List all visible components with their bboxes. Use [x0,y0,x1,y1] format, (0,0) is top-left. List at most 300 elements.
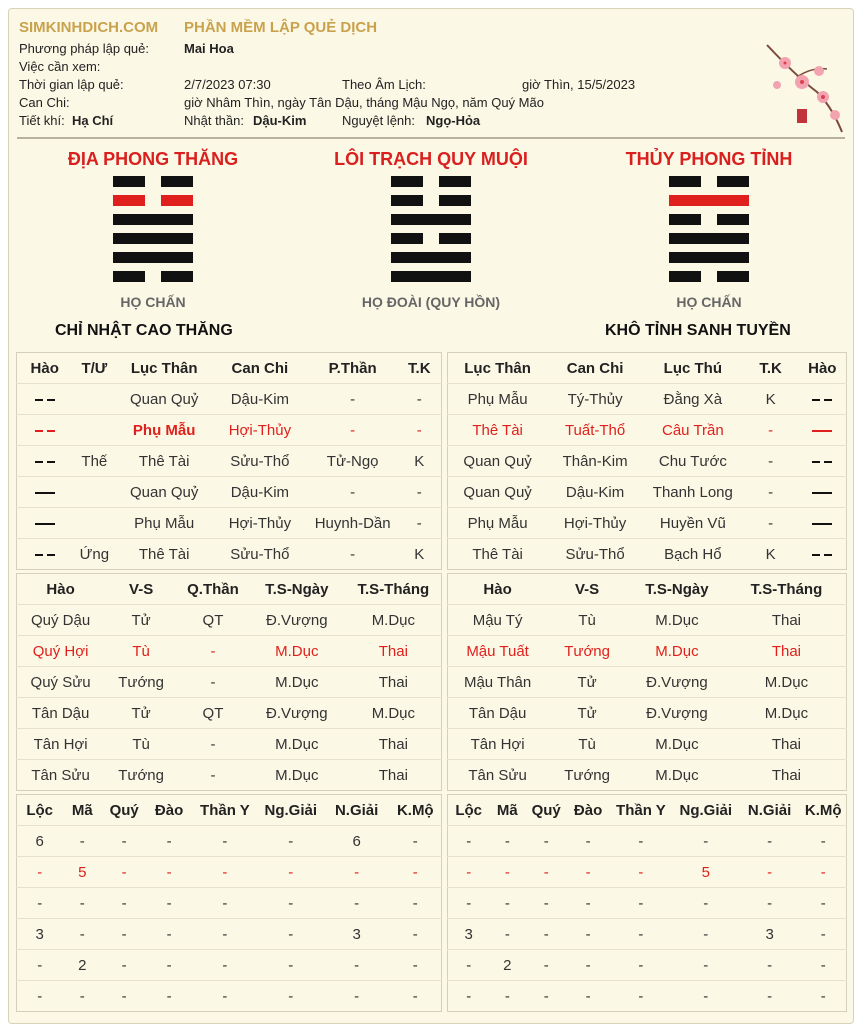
yang-line-icon [812,492,832,494]
plum-blossom-icon [757,37,847,137]
table-cell: Tân Dậu [17,698,105,729]
app-frame [8,8,854,1024]
table-row [448,605,847,636]
table-cell: - [609,857,673,888]
table-cell: Câu Trần [643,415,743,446]
table-row [17,605,442,636]
table-row [17,981,442,1012]
column-header: Đào [154,801,184,819]
table-cell: Hợi-Thủy [212,415,308,446]
table-cell: Thai [346,729,442,760]
table-cell: - [801,919,847,950]
table-cell: - [178,636,248,667]
table-cell: - [178,729,248,760]
table-cell: - [525,857,567,888]
table-cell: - [567,857,609,888]
hao-line-icon [17,446,73,477]
table-cell: - [739,888,801,919]
table-cell: Quan Quỷ [116,477,212,508]
table-cell: - [743,446,799,477]
table-cell: - [743,508,799,539]
table-cell: Thế [72,446,116,477]
table-cell: Tý-Thủy [547,384,643,415]
table-cell: M.Dục [627,729,727,760]
yin-line-segment [391,233,423,244]
table-cell: - [489,981,525,1012]
table-cell: - [146,888,192,919]
table-row [17,446,442,477]
table-row [448,826,847,857]
yin-line-segment [113,271,145,282]
table-cell: Phụ Mẫu [116,415,212,446]
table-cell: Tử [104,605,178,636]
right-than-sat-table [447,794,847,1012]
yang-line-icon [812,430,832,432]
table-cell: M.Dục [248,729,346,760]
column-header: Lộc [455,801,483,819]
table-cell: - [192,857,258,888]
table-cell: - [525,919,567,950]
matter-label: Việc cần xem: [19,59,101,74]
yang-line [669,233,749,244]
column-header: Quý [531,801,561,819]
yin-line-icon [35,395,55,405]
table-cell: 3 [324,919,390,950]
table-cell: - [102,826,146,857]
table-cell: - [448,950,490,981]
table-cell: Ứng [72,539,116,570]
table-cell: - [525,888,567,919]
table-cell: - [178,760,248,791]
nhatthan-value: Dậu-Kim [253,113,307,128]
table-cell: Tân Sửu [17,760,105,791]
table-cell: - [398,477,442,508]
left-than-sat-table [16,794,442,1012]
table-cell: - [146,919,192,950]
table-cell: - [801,826,847,857]
table-cell: 2 [489,950,525,981]
column-header: T.S-Ngày [645,580,709,598]
table-row [17,415,442,446]
column-header: Q.Thần [187,580,239,598]
table-cell: Huynh-Dần [308,508,398,539]
table-cell: - [17,950,63,981]
table-cell: Quý Sửu [17,667,105,698]
table-cell: 2 [62,950,102,981]
yang-line [113,214,193,225]
table-cell: - [525,826,567,857]
table-cell: Mậu Tuất [448,636,548,667]
table-cell: Thai [346,760,442,791]
table-row [448,539,847,570]
table-cell: - [567,888,609,919]
app-title: PHẦN MỀM LẬP QUẺ DỊCH [184,19,378,36]
hao-line-icon [17,415,73,446]
table-cell: Thai [727,605,847,636]
yin-line-icon [35,426,55,436]
table-cell: Quý Hợi [17,636,105,667]
table-row [17,539,442,570]
table-cell: Mậu Tý [448,605,548,636]
column-header: Hào [808,359,837,377]
table-cell: - [324,888,390,919]
table-cell: QT [178,605,248,636]
column-header: N.Giải [334,801,379,819]
table-cell: - [102,981,146,1012]
yang-line-icon [35,492,55,494]
lunar-label: Theo Âm Lịch: [342,77,426,92]
yang-line [391,271,471,282]
table-cell: - [673,826,739,857]
table-row [448,508,847,539]
column-header: T.K [759,359,782,377]
table-cell: Thai [727,760,847,791]
table-cell: K [398,446,442,477]
table-cell: - [567,826,609,857]
left-vs-table [16,573,442,791]
table-cell: - [390,826,442,857]
column-header: Hào [30,359,59,377]
yang-line [669,195,749,206]
hao-line-icon [799,477,847,508]
table-cell: - [801,950,847,981]
yin-line-icon [35,457,55,467]
yin-line-segment [161,176,193,187]
table-cell: - [743,415,799,446]
yin-line-segment [717,176,749,187]
table-cell [72,477,116,508]
table-cell: Thai [346,636,442,667]
table-cell: Sửu-Thổ [212,446,308,477]
table-cell: - [739,826,801,857]
table-cell: Thai [727,636,847,667]
table-cell: Thê Tài [116,539,212,570]
header-info [9,9,853,139]
column-header: Lục Thân [464,359,531,377]
yang-line [113,252,193,263]
yang-line [391,252,471,263]
table-row [448,415,847,446]
yin-line-segment [161,195,193,206]
column-header: Lục Thân [130,359,198,377]
table-cell: - [192,919,258,950]
table-cell: 3 [17,919,63,950]
nguyetlenh-label: Nguyệt lệnh: [342,113,415,128]
column-header: Hào [483,580,512,598]
hao-line-icon [799,415,847,446]
table-cell: Phụ Mẫu [116,508,212,539]
table-row [17,919,442,950]
table-cell: K [398,539,442,570]
table-cell: 6 [324,826,390,857]
table-cell: - [308,384,398,415]
yin-line-icon [812,457,832,467]
yang-line-icon [812,523,832,525]
table-row [17,667,442,698]
table-cell: M.Dục [627,636,727,667]
table-cell: - [567,919,609,950]
hexagram-title-1: ĐỊA PHONG THĂNG [67,149,239,169]
table-row [448,981,847,1012]
table-cell: - [609,826,673,857]
table-cell: - [489,919,525,950]
table-row [448,919,847,950]
table-row [448,636,847,667]
table-cell: - [192,981,258,1012]
nguyetlenh-value: Ngọ-Hỏa [426,113,481,128]
column-header: Thần Y [616,801,666,819]
right-hao-table [447,352,847,570]
table-cell: - [146,981,192,1012]
table-cell: - [673,919,739,950]
table-cell: Tướng [104,760,178,791]
table-cell: - [390,950,442,981]
table-cell: 3 [739,919,801,950]
table-cell: - [146,826,192,857]
table-cell: - [801,981,847,1012]
table-cell: - [324,857,390,888]
yang-line-icon [35,523,55,525]
hao-line-icon [799,446,847,477]
table-cell: Thân-Kim [547,446,643,477]
table-cell: 6 [17,826,63,857]
table-cell: QT [178,698,248,729]
column-header: Đào [573,801,603,819]
table-cell: - [102,919,146,950]
table-cell [72,384,116,415]
yin-line-segment [439,176,471,187]
table-cell: K [743,384,799,415]
table-cell: Tuất-Thổ [547,415,643,446]
yin-line-segment [717,271,749,282]
yang-line [669,252,749,263]
table-cell: M.Dục [627,605,727,636]
table-cell: Thê Tài [116,446,212,477]
table-cell: 5 [673,857,739,888]
table-cell: Tử [547,698,627,729]
table-cell: - [17,888,63,919]
table-row [448,857,847,888]
table-cell: Tù [547,729,627,760]
table-cell: M.Dục [627,760,727,791]
table-cell: - [146,857,192,888]
table-cell: - [448,981,490,1012]
table-cell: Tân Hợi [448,729,548,760]
table-cell: 3 [448,919,490,950]
table-cell: - [743,477,799,508]
table-cell: Phụ Mẫu [448,384,548,415]
table-cell: 5 [62,857,102,888]
table-cell: - [448,888,490,919]
yin-line-segment [439,195,471,206]
lunar-value: giờ Thìn, 15/5/2023 [522,77,636,92]
table-cell: - [62,981,102,1012]
table-cell: - [62,888,102,919]
table-cell: Sửu-Thổ [212,539,308,570]
site-name[interactable]: SIMKINHDICH.COM [19,19,159,36]
table-cell: Tân Sửu [448,760,548,791]
table-cell: Quan Quỷ [448,477,548,508]
table-cell: Dậu-Kim [547,477,643,508]
table-cell: Thê Tài [448,415,548,446]
left-hao-table [16,352,442,570]
table-row [448,698,847,729]
hexagram-family-1: HỌ CHẤN [120,294,186,310]
table-cell: Quan Quỷ [448,446,548,477]
hao-line-icon [17,539,73,570]
table-cell: Đ.Vượng [248,698,346,729]
table-cell: - [390,888,442,919]
table-cell: Chu Tước [643,446,743,477]
yin-line-segment [669,176,701,187]
table-cell: Thai [346,667,442,698]
table-row [448,760,847,791]
column-header: Ng.Giải [679,801,732,819]
table-row [17,636,442,667]
canchi-label: Can Chi: [19,95,70,110]
table-row [17,729,442,760]
hexagram-family-3: HỌ CHẤN [676,294,742,310]
table-cell: Tử [547,667,627,698]
table-cell: - [673,950,739,981]
left-section-title: CHỈ NHẬT CAO THĂNG [55,322,233,339]
table-cell: - [308,415,398,446]
yin-line-segment [161,271,193,282]
yin-line-segment [391,195,423,206]
table-cell: - [398,508,442,539]
hao-line-icon [799,539,847,570]
table-row [17,826,442,857]
yang-line [113,233,193,244]
time-value: 2/7/2023 07:30 [184,77,271,92]
table-cell: - [62,919,102,950]
table-row [17,950,442,981]
table-row [17,477,442,508]
table-cell: - [739,981,801,1012]
table-cell: - [146,950,192,981]
tietkhi-label: Tiết khí: [19,113,65,128]
hexagram-title-2: LÔI TRẠCH QUY MUỘI [334,149,528,169]
table-cell: - [102,950,146,981]
tietkhi-value: Hạ Chí [72,113,114,128]
table-row [448,888,847,919]
table-cell: - [801,888,847,919]
table-cell [72,415,116,446]
table-cell: Tù [547,605,627,636]
table-cell: - [609,981,673,1012]
table-cell: - [398,415,442,446]
table-cell: - [17,981,63,1012]
column-header: Lộc [26,801,54,819]
column-header: T.K [408,359,431,377]
table-cell: - [258,981,324,1012]
table-cell: K [743,539,799,570]
table-cell: M.Dục [727,698,847,729]
table-cell: Tù [104,636,178,667]
table-cell: Tân Hợi [17,729,105,760]
column-header: Mã [496,801,518,819]
column-header: P.Thần [328,359,377,377]
table-cell: Tù [104,729,178,760]
yin-line-icon [812,550,832,560]
right-vs-table [447,573,847,791]
table-cell: - [192,826,258,857]
table-cell: - [102,857,146,888]
table-cell: - [673,981,739,1012]
yin-line-segment [669,271,701,282]
column-header: Quý [109,801,139,819]
table-cell: - [448,857,490,888]
table-cell: Dậu-Kim [212,384,308,415]
table-cell: - [17,857,63,888]
nhatthan-label: Nhật thần: [184,113,244,128]
table-cell: - [258,888,324,919]
table-cell: Tử-Ngọ [308,446,398,477]
column-header: T.S-Tháng [750,580,823,598]
column-header: T.S-Tháng [357,580,430,598]
table-cell: Mậu Thân [448,667,548,698]
table-cell: M.Dục [727,667,847,698]
yin-line-icon [35,550,55,560]
table-row [448,667,847,698]
table-cell: M.Dục [248,760,346,791]
hexagram-family-2: HỌ ĐOÀI (QUY HỒN) [361,294,501,310]
column-header: N.Giải [747,801,792,819]
table-cell: Đằng Xà [643,384,743,415]
table-cell: - [489,857,525,888]
table-cell: - [739,857,801,888]
hao-line-icon [799,508,847,539]
table-cell: Quý Dậu [17,605,105,636]
yin-line-segment [669,214,701,225]
yin-line-segment [439,233,471,244]
table-cell: Đ.Vượng [627,698,727,729]
table-cell: - [308,539,398,570]
column-header: Ng.Giải [264,801,317,819]
column-header: K.Mộ [396,801,434,819]
table-cell: Tướng [104,667,178,698]
column-header: K.Mộ [804,801,842,819]
table-cell: M.Dục [346,605,442,636]
table-cell: Hợi-Thủy [547,508,643,539]
yin-line-segment [391,176,423,187]
table-cell: Đ.Vượng [248,605,346,636]
table-cell: Tướng [547,760,627,791]
column-header: V-S [129,580,154,598]
table-cell: Thanh Long [643,477,743,508]
column-header: Lục Thú [663,359,722,377]
time-label: Thời gian lập quẻ: [19,77,124,92]
hao-line-icon [17,508,73,539]
table-cell: - [324,981,390,1012]
hao-line-icon [799,384,847,415]
yin-line-icon [812,395,832,405]
table-cell: Phụ Mẫu [448,508,548,539]
table-cell: M.Dục [248,667,346,698]
column-header: Mã [71,801,93,819]
table-cell: - [609,888,673,919]
table-cell: M.Dục [248,636,346,667]
table-cell: Hợi-Thủy [212,508,308,539]
table-cell: - [398,384,442,415]
table-cell: - [308,477,398,508]
column-header: Can Chi [231,359,289,377]
table-row [17,760,442,791]
table-row [17,698,442,729]
table-cell: - [567,950,609,981]
yin-line-segment [717,214,749,225]
table-cell: - [525,950,567,981]
